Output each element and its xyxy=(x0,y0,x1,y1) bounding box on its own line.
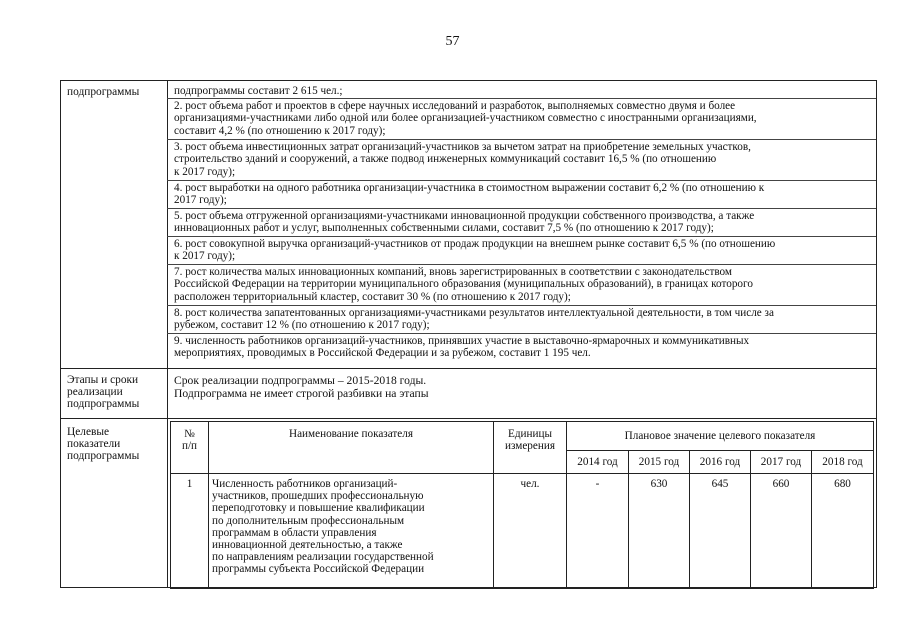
item-paragraph xyxy=(174,210,871,235)
row-name xyxy=(209,474,494,589)
row-divider xyxy=(61,418,876,419)
table-row xyxy=(171,474,874,589)
name-line: программы субъекта Российской Федерации xyxy=(212,563,425,576)
label-line: подпрограммы xyxy=(67,450,140,463)
name-line: программам в области управления xyxy=(212,526,377,539)
paragraph-divider xyxy=(167,236,876,237)
header-name: Наименование показателя xyxy=(209,422,494,474)
text-line: 8. рост количества запатентованных организациями-участниками результатов интеллектуальной деятельности, в том числе за xyxy=(174,307,774,319)
text-line: инновационных работ и услуг, выполненных собственными силами, составит 7,5 % (по отношению к 2017 году); xyxy=(174,222,714,235)
paragraph-divider xyxy=(167,208,876,209)
item-paragraph xyxy=(174,100,871,137)
text-line: организациями-участниками либо одной или более организацией-участником совместно с иностранными организациями, xyxy=(174,112,757,125)
text-line: к 2017 году); xyxy=(174,250,236,263)
row-value-2017: 660 xyxy=(751,474,812,589)
header-num xyxy=(171,422,209,474)
row-value-2014: - xyxy=(567,474,629,589)
name-line: инновационной деятельностью, а также xyxy=(212,539,403,552)
item-paragraph xyxy=(174,238,871,263)
header-unit-line: Единицы xyxy=(508,428,552,440)
item-paragraph xyxy=(174,307,871,332)
header-year: 2016 год xyxy=(690,451,751,474)
text-line: мероприятиях, проводимых в Российской Федерации и за рубежом, составит 1 195 чел. xyxy=(174,347,591,360)
paragraph-divider xyxy=(167,305,876,306)
text-line: Российской Федерации на территории муниципального образования (муниципальных образований), в границах которого xyxy=(174,278,753,291)
name-line: переподготовку и повышение квалификации xyxy=(212,502,425,515)
text-line: составит 4,2 % (по отношению к 2017 году); xyxy=(174,124,386,137)
item-paragraph xyxy=(174,85,871,97)
text-line: строительство зданий и сооружений, а также подвод инженерных коммуникаций составит 16,5 % (по отношению xyxy=(174,153,717,166)
text-line: 2017 году); xyxy=(174,194,227,207)
name-line: по дополнительным профессиональным xyxy=(212,514,405,527)
paragraph-divider xyxy=(167,180,876,181)
label-line: реализации xyxy=(67,386,123,399)
text-line: расположен территориальный кластер, составит 30 % (по отношению к 2017 году); xyxy=(174,290,571,303)
targets-table xyxy=(170,421,874,589)
row-value-2018: 680 xyxy=(812,474,874,589)
item-paragraph xyxy=(174,182,871,207)
row-label-stages xyxy=(67,374,139,411)
text-line: 2. рост объема работ и проектов в сфере научных исследований и разработок, выполняемых совместно двумя и более xyxy=(174,100,736,112)
header-plan: Плановое значение целевого показателя xyxy=(567,422,874,451)
row-label-targets xyxy=(67,426,139,463)
page-number: 57 xyxy=(445,34,460,49)
header-unit-line: измерения xyxy=(505,440,555,452)
row-label-subprogram: подпрограммы xyxy=(67,86,140,98)
header-year: 2017 год xyxy=(751,451,812,474)
name-line: участников, прошедших профессиональную xyxy=(212,490,424,503)
row-value-2015: 630 xyxy=(629,474,690,589)
row-divider xyxy=(61,368,876,369)
row-num: 1 xyxy=(171,474,209,589)
text-line: 3. рост объема инвестиционных затрат организаций-участников за вычетом затрат на приобретение земельных участков, xyxy=(174,141,751,153)
paragraph-divider xyxy=(167,264,876,265)
label-line: показатели xyxy=(67,438,121,451)
text-line: подпрограммы составит 2 615 чел.; xyxy=(174,85,343,97)
text-line: 5. рост объема отгруженной организациями-участниками инновационной продукции собственного производства, а также xyxy=(174,210,755,222)
text-line: 6. рост совокупной выручка организаций-участников от продаж продукции на внешнем рынке составит 6,5 % (по отношению xyxy=(174,238,776,250)
header-num-line: п/п xyxy=(181,440,198,452)
text-line: рубежом, составит 12 % (по отношению к 2017 году); xyxy=(174,319,430,332)
item-paragraph xyxy=(174,141,871,178)
text-line: 9. численность работников организаций-участников, принявших участие в выставочно-ярмарочных и коммуникативных xyxy=(174,335,750,347)
item-paragraph xyxy=(174,266,871,303)
header-year: 2015 год xyxy=(629,451,690,474)
header-unit xyxy=(494,422,567,474)
name-line: Численность работников организаций- xyxy=(212,478,398,490)
paragraph-divider xyxy=(167,333,876,334)
document-table xyxy=(60,80,877,588)
header-year: 2018 год xyxy=(812,451,874,474)
row-value-2016: 645 xyxy=(690,474,751,589)
name-line: по направлениям реализации государственной xyxy=(212,551,434,564)
header-year: 2014 год xyxy=(567,451,629,474)
paragraph-divider xyxy=(167,139,876,140)
paragraph-divider xyxy=(167,98,876,99)
label-line: Этапы и сроки xyxy=(67,374,139,386)
header-num-line: № xyxy=(184,428,195,440)
text-line: 7. рост количества малых инновационных компаний, вновь зарегистрированных в соответствии с законодательством xyxy=(174,266,732,278)
text-line: к 2017 году); xyxy=(174,165,236,178)
row-unit: чел. xyxy=(494,474,567,589)
column-divider xyxy=(167,81,168,587)
label-line: подпрограммы xyxy=(67,398,140,411)
text-line: Подпрограмма не имеет строгой разбивки на этапы xyxy=(174,387,429,401)
text-line: Срок реализации подпрограммы – 2015-2018 годы. xyxy=(174,374,427,387)
item-paragraph xyxy=(174,335,871,360)
label-line: Целевые xyxy=(67,426,110,438)
stages-text xyxy=(174,374,871,401)
text-line: 4. рост выработки на одного работника организации-участника в стоимостном выражении составит 6,2 % (по отношению к xyxy=(174,182,765,194)
